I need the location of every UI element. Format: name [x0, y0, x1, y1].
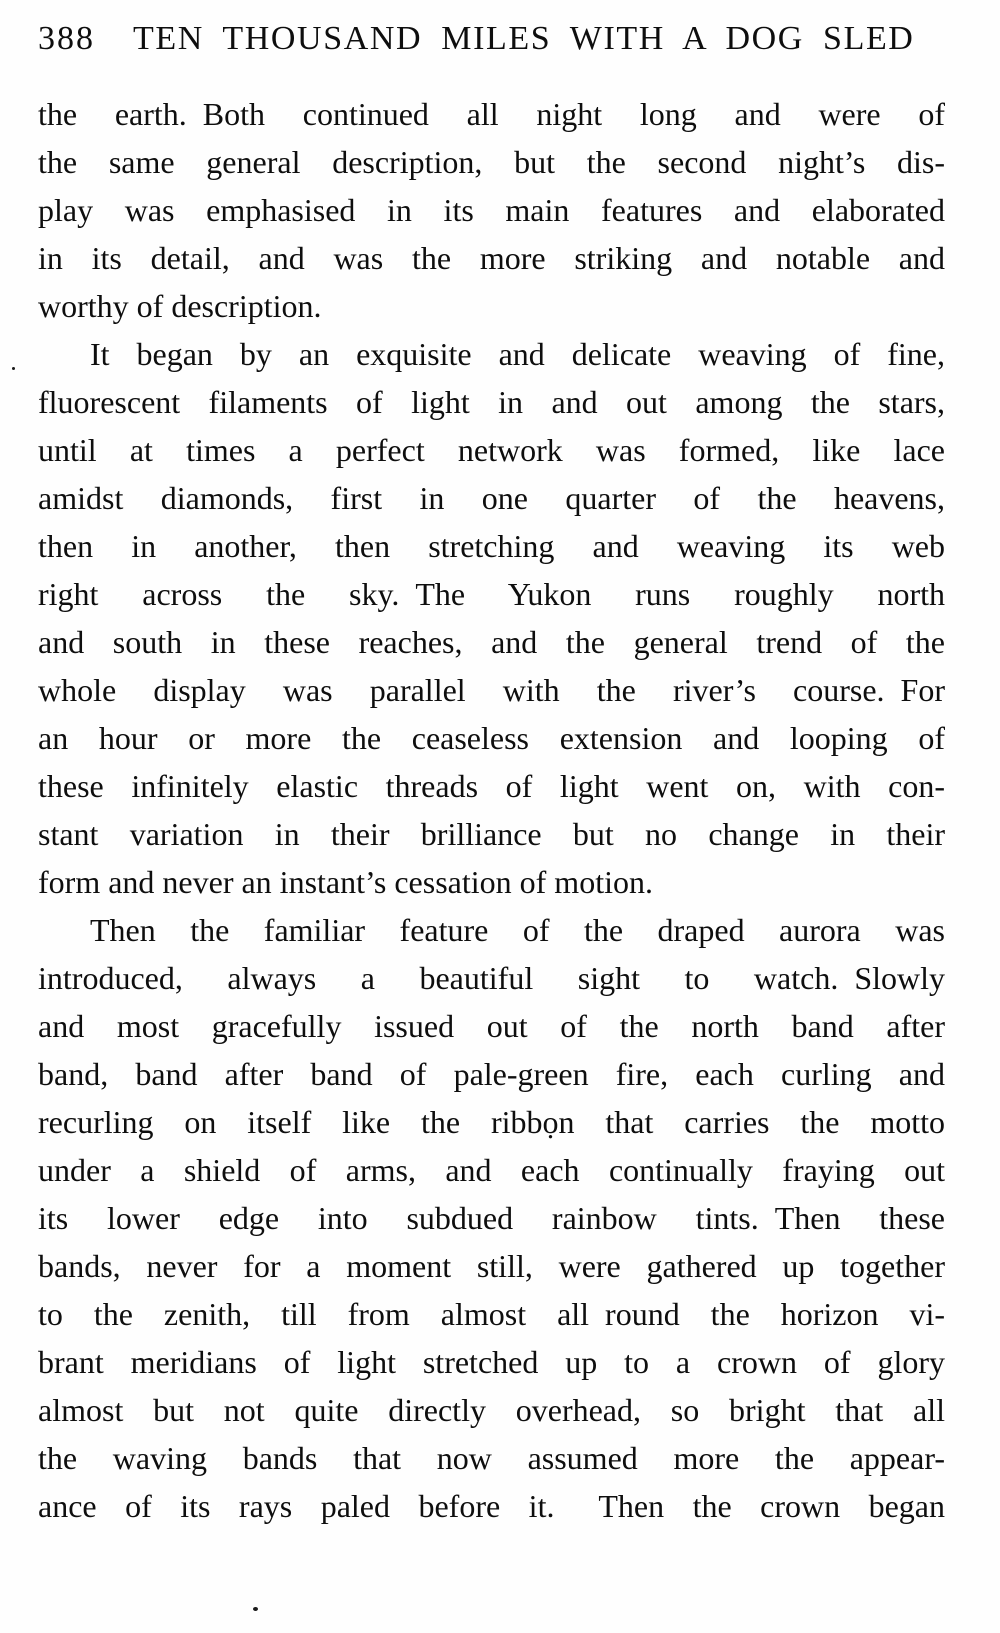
page-number: 388: [38, 20, 95, 57]
text-line: fluorescent filaments of light in and out among the stars,: [38, 384, 945, 420]
text-line: then in another, then stretching and weaving its web: [38, 528, 945, 564]
running-header: [38, 18, 950, 60]
text-line: worthy of description.: [38, 288, 322, 324]
text-line: and most gracefully issued out of the north band after: [38, 1008, 945, 1044]
text-line: play was emphasised in its main features and elaborated: [38, 192, 945, 228]
text-line: almost but not quite directly overhead, so bright that all: [38, 1392, 945, 1428]
text-line: the same general description, but the second night’s dis-: [38, 144, 945, 180]
ink-speck: [12, 367, 15, 370]
text-line: form and never an instant’s cessation of motion.: [38, 864, 653, 900]
text-line: bands, never for a moment still, were gathered up together: [38, 1248, 945, 1284]
ink-speck: [253, 1607, 258, 1611]
text-line: brant meridians of light stretched up to a crown of glory: [38, 1344, 945, 1380]
text-line: in its detail, and was the more striking and notable and: [38, 240, 945, 276]
text-line: ance of its rays paled before it. Then the crown began: [38, 1488, 945, 1524]
text-line: Then the familiar feature of the draped aurora was: [90, 912, 945, 948]
text-line: whole display was parallel with the river’s course. For: [38, 672, 945, 708]
running-title: TEN THOUSAND MILES WITH A DOG SLED: [133, 20, 915, 57]
text-block: [38, 90, 945, 1530]
text-line: It began by an exquisite and delicate weaving of fine,: [90, 336, 945, 372]
text-line: right across the sky. The Yukon runs roughly north: [38, 576, 945, 612]
text-line: an hour or more the ceaseless extension and looping of: [38, 720, 945, 756]
text-line: under a shield of arms, and each continually fraying out: [38, 1152, 945, 1188]
text-line: stant variation in their brilliance but no change in their: [38, 816, 945, 852]
text-line: these infinitely elastic threads of light went on, with con-: [38, 768, 945, 804]
text-line: to the zenith, till from almost all round the horizon vi-: [38, 1296, 945, 1332]
text-line: the earth. Both continued all night long and were of: [38, 96, 945, 132]
text-line: recurling on itself like the ribbọn that carries the motto: [38, 1104, 945, 1140]
text-line: its lower edge into subdued rainbow tints. Then these: [38, 1200, 945, 1236]
text-line: and south in these reaches, and the general trend of the: [38, 624, 945, 660]
text-line: band, band after band of pale-green fire, each curling and: [38, 1056, 945, 1092]
text-line: until at times a perfect network was formed, like lace: [38, 432, 945, 468]
text-line: amidst diamonds, first in one quarter of the heavens,: [38, 480, 945, 516]
text-line: introduced, always a beautiful sight to watch. Slowly: [38, 960, 945, 996]
text-line: the waving bands that now assumed more the appear-: [38, 1440, 945, 1476]
